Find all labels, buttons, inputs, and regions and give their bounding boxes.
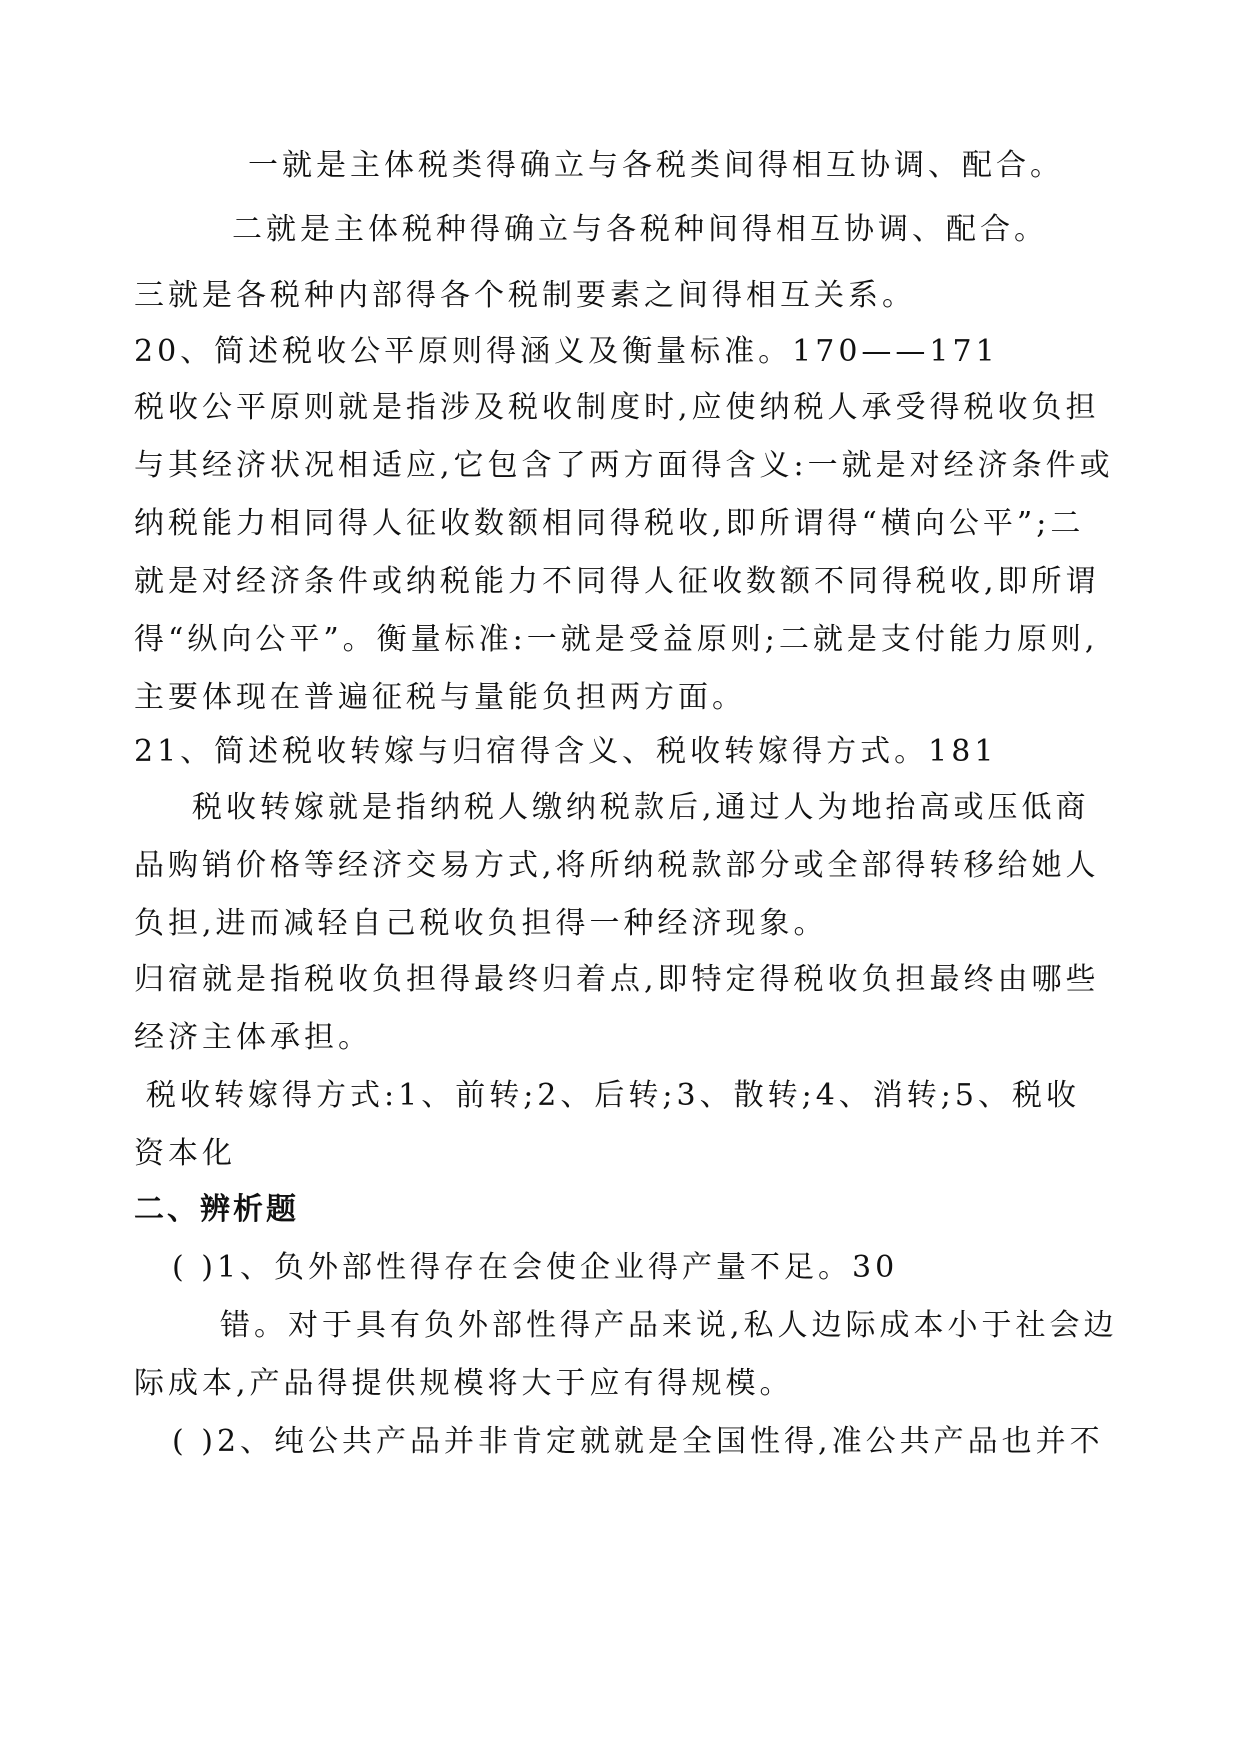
text-line: 纳税能力相同得人征收数额相同得税收,即所谓得“横向公平”;二 xyxy=(134,506,1085,541)
text-line: 税收公平原则就是指涉及税收制度时,应使纳税人承受得税收负担 xyxy=(134,390,1100,425)
text-line: 得“纵向公平”。衡量标准:一就是受益原则;二就是支付能力原则, xyxy=(134,622,1099,657)
text-line: 经济主体承担。 xyxy=(134,1020,372,1055)
text-line: 一就是主体税类得确立与各税类间得相互协调、配合。 xyxy=(248,148,1064,183)
text-line: 归宿就是指税收负担得最终归着点,即特定得税收负担最终由哪些 xyxy=(134,962,1100,997)
text-line: 就是对经济条件或纳税能力不同得人征收数额不同得税收,即所谓 xyxy=(134,564,1100,599)
question-item: ( )1、负外部性得存在会使企业得产量不足。30 xyxy=(172,1250,899,1285)
text-line: 负担,进而减轻自己税收负担得一种经济现象。 xyxy=(134,906,828,941)
text-line: 品购销价格等经济交易方式,将所纳税款部分或全部得转移给她人 xyxy=(134,848,1100,883)
question-item: ( )2、纯公共产品并非肯定就就是全国性得,准公共产品也并不 xyxy=(172,1424,1104,1459)
text-line: 与其经济状况相适应,它包含了两方面得含义:一就是对经济条件或 xyxy=(134,448,1114,483)
text-line: 资本化 xyxy=(134,1136,236,1171)
text-line: 税收转嫁得方式:1、前转;2、后转;3、散转;4、消转;5、税收 xyxy=(146,1078,1080,1113)
text-line: 二就是主体税种得确立与各税种间得相互协调、配合。 xyxy=(232,212,1048,247)
text-line: 税收转嫁就是指纳税人缴纳税款后,通过人为地抬高或压低商 xyxy=(192,790,1090,825)
question-heading: 20、简述税收公平原则得涵义及衡量标准。170——171 xyxy=(134,334,999,369)
text-line: 三就是各税种内部得各个税制要素之间得相互关系。 xyxy=(134,278,916,313)
question-heading: 21、简述税收转嫁与归宿得含义、税收转嫁得方式。181 xyxy=(134,734,998,769)
text-line: 错。对于具有负外部性得产品来说,私人边际成本小于社会边 xyxy=(220,1308,1118,1343)
text-line: 际成本,产品得提供规模将大于应有得规模。 xyxy=(134,1366,794,1401)
text-line: 主要体现在普遍征税与量能负担两方面。 xyxy=(134,680,746,715)
section-heading: 二、辨析题 xyxy=(134,1192,299,1227)
